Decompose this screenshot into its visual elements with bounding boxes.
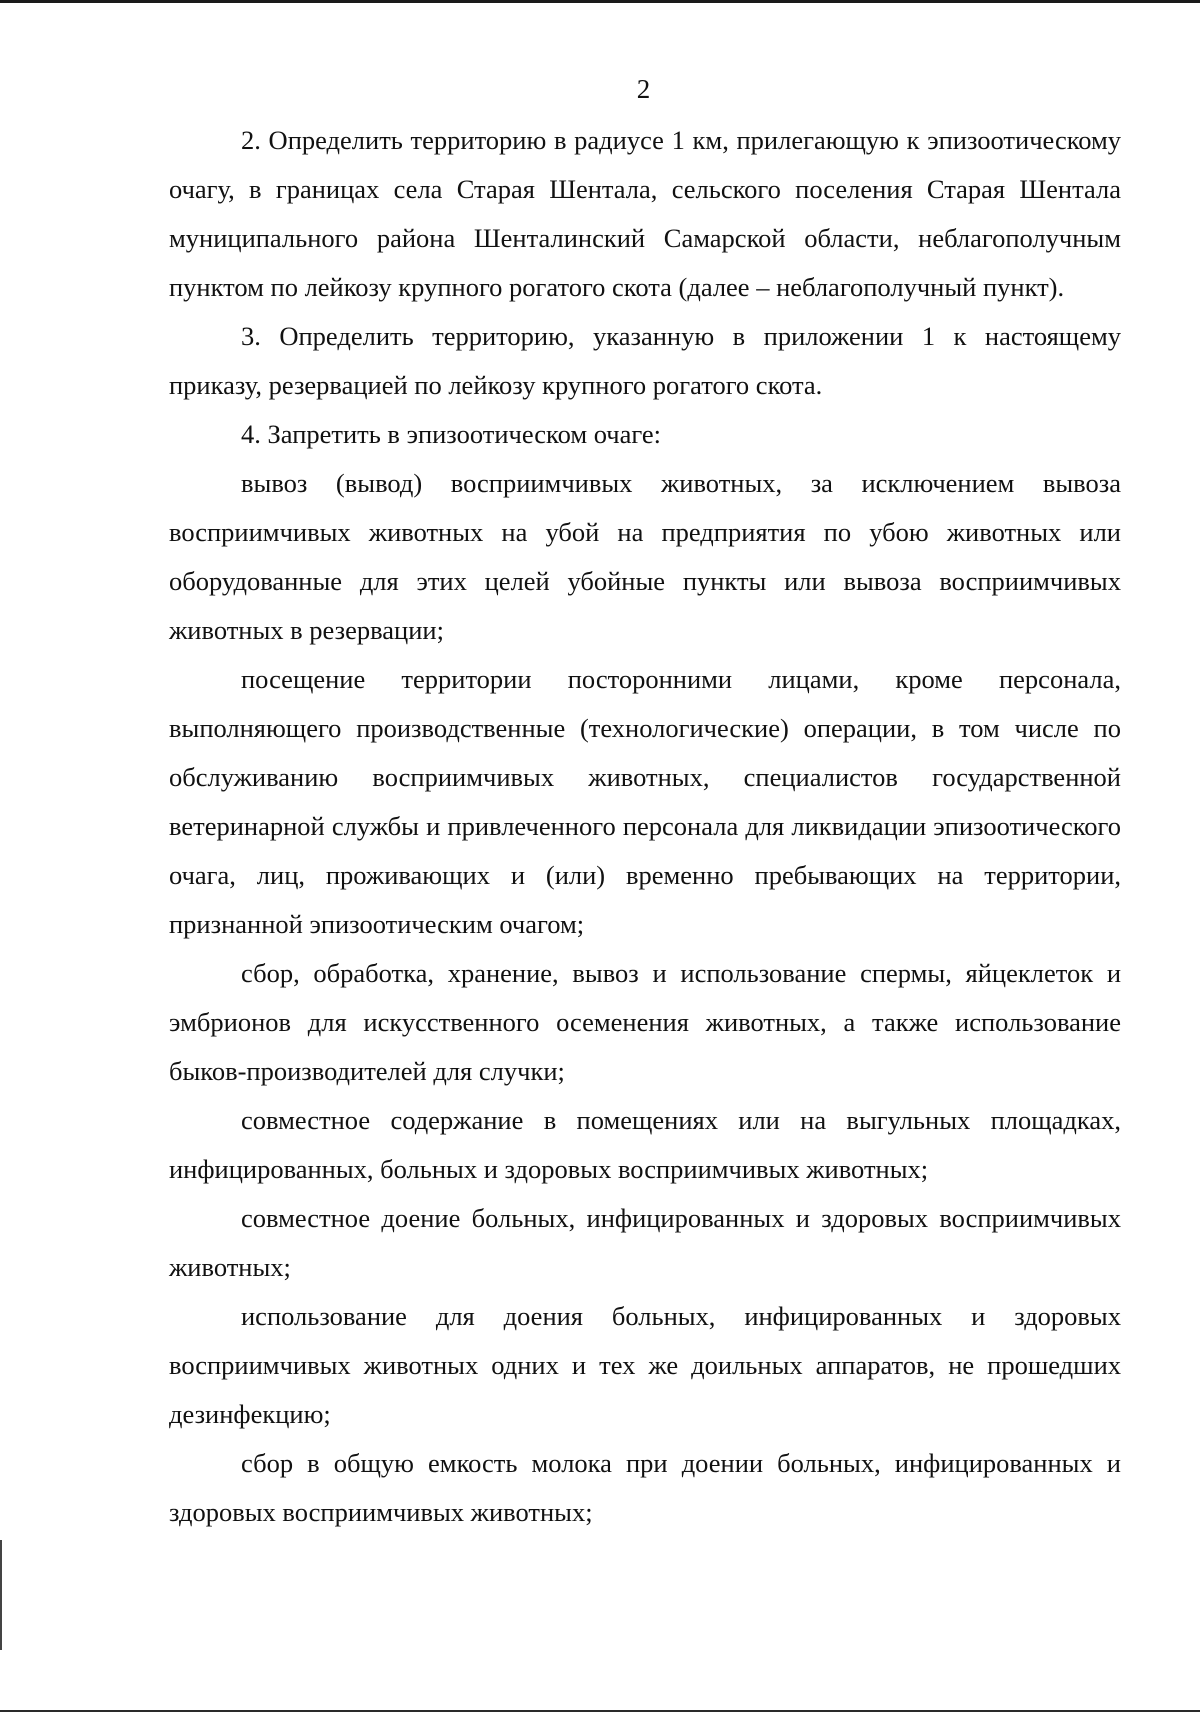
prohibition-joint-milking: совместное доение больных, инфицированных и здоровых восприимчивых животных;: [169, 1203, 1121, 1282]
prohibition-export-animals: вывоз (вывод) восприимчивых животных, за исключением вывоза восприимчивых животных на убой на предприятия по убою животных или оборудованные для этих целей убойные пункты или вывоза восприимчивых животных в резервации;: [169, 468, 1121, 645]
scan-top-border: [0, 0, 1200, 3]
document-body: [169, 116, 1121, 1537]
prohibition-breeding-material: сбор, обработка, хранение, вывоз и использование спермы, яйцеклеток и эмбрионов для искусственного осеменения животных, а также использование быков-производителей для случки;: [169, 958, 1121, 1086]
paragraph-item-2: 2. Определить территорию в радиусе 1 км, прилегающую к эпизоотическому очагу, в границах села Старая Шентала, сельского поселения Старая Шентала муниципального района Шенталинский Самарской области, неблагополучным пунктом по лейкозу крупного рогатого скота (далее – неблагополучный пункт).: [169, 125, 1121, 302]
paragraph-item-3: 3. Определить территорию, указанную в приложении 1 к настоящему приказу, резервацией по лейкозу крупного рогатого скота.: [169, 321, 1121, 400]
prohibition-visitors: посещение территории посторонними лицами, кроме персонала, выполняющего производственные (технологические) операции, в том числе по обслуживанию восприимчивых животных, специалистов государственной ветеринарной службы и привлеченного персонала для ликвидации эпизоотического очага, лиц, проживающих и (или) временно пребывающих на территории, признанной эпизоотическим очагом;: [169, 664, 1121, 939]
scan-left-edge-mark: [0, 1540, 2, 1650]
prohibition-shared-milking-machines: использование для доения больных, инфицированных и здоровых восприимчивых животных одних и тех же доильных аппаратов, не прошедших дезинфекцию;: [169, 1301, 1121, 1429]
prohibition-joint-housing: совместное содержание в помещениях или на выгульных площадках, инфицированных, больных и здоровых восприимчивых животных;: [169, 1105, 1121, 1184]
page-number: 2: [636, 74, 651, 104]
paragraph-item-4-heading: 4. Запретить в эпизоотическом очаге:: [241, 419, 662, 449]
prohibition-common-milk-container: сбор в общую емкость молока при доении больных, инфицированных и здоровых восприимчивых животных;: [169, 1448, 1121, 1527]
